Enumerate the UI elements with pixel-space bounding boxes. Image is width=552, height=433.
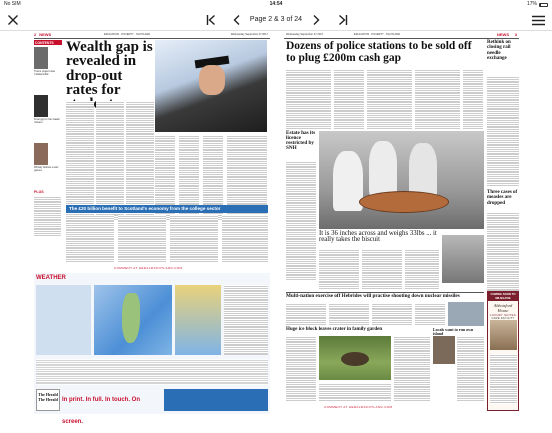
ad-facility: CARE FACILITY (491, 317, 515, 320)
locals-headline: Locals want to run own island (433, 327, 474, 336)
sidebar-headline-1: Rethink on closing rail needle exchange (487, 40, 511, 61)
crater-shape (341, 352, 369, 366)
battery-icon (539, 3, 548, 7)
estate-text (286, 161, 316, 281)
clock: 14:54 (269, 1, 283, 7)
estate-headline: Estate has its licence restricted by SNH (286, 130, 316, 151)
contents-column (34, 40, 62, 250)
sidebar-headline-2: Three cases of measles are dropped (487, 190, 518, 206)
graduation-photo (155, 40, 267, 132)
ad-subtitle: LUXURY SUITES (489, 313, 517, 317)
crater-text-3 (319, 383, 391, 401)
contents-item-3: Whisky fellows music games (34, 166, 59, 172)
giant-biscuit-photo (319, 131, 484, 229)
missile-text-1 (286, 303, 326, 325)
page-indicator: Page 2 & 3 of 24 (249, 16, 303, 23)
ad-photo (490, 320, 517, 350)
college-banner: The £20 billion benefit to Scotland's economy from the college sector (66, 205, 268, 213)
body-text-column-2 (96, 101, 124, 221)
contents-label: CONTENTS (34, 40, 62, 45)
police-headline: Dozens of police stations to be sold off to plug £200m cash gap (286, 40, 472, 65)
plus-list (34, 196, 61, 236)
battery-percent: 17% (526, 1, 537, 7)
ad-name: Abbotsford House (493, 303, 513, 313)
masthead-strap-left: EDUCATION · POVERTY · SCOTLAND (104, 33, 151, 36)
missile-text-2 (329, 303, 369, 325)
ad-banner: COMING SOON TO MILNGAVIE (488, 292, 518, 301)
crater-photo (319, 336, 391, 380)
reader-toolbar (0, 9, 552, 31)
close-icon[interactable] (5, 12, 21, 28)
chef-figure-2 (369, 141, 397, 196)
police-text-5 (463, 69, 483, 129)
crater-text-2 (394, 336, 430, 401)
crater-text-1 (286, 336, 316, 401)
biscuit-text-3 (405, 249, 439, 289)
locals-photo (433, 336, 455, 364)
right-sidebar (487, 40, 519, 300)
banner-text-3 (170, 215, 218, 263)
missile-headline: Multi-nation exercise off Hebrides will practise shooting down nuclear missiles (286, 293, 460, 299)
status-bar (0, 0, 552, 9)
header-rule-right (284, 38, 519, 39)
weather-label: WEATHER (36, 275, 66, 281)
biscuit-text-2 (362, 249, 402, 289)
left-newspaper-page[interactable] (34, 31, 270, 425)
masthead-strap-right: EDUCATION · POVERTY · SCOTLAND (354, 33, 401, 36)
promo-panel (164, 389, 268, 411)
weather-table (224, 285, 268, 355)
giant-biscuit-shape (359, 191, 449, 213)
section-label-right: NEWS (497, 32, 509, 37)
dateline-left: Wednesday September 27 2017 (230, 33, 268, 36)
face-shape (199, 65, 225, 95)
banner-text-4 (222, 215, 268, 263)
biscuit-text-1 (319, 249, 359, 289)
missile-text-3 (372, 303, 412, 325)
page-number-right: 3 (514, 32, 517, 37)
uk-land-shape (122, 293, 140, 343)
locals-text (457, 336, 484, 401)
weather-map-uk (94, 285, 172, 355)
banner-text-2 (118, 215, 166, 263)
contents-photo-1 (34, 47, 48, 69)
police-text-4 (415, 69, 460, 129)
status-right (527, 0, 548, 9)
contents-item-1: Trains project was 'indefensible' (34, 70, 55, 76)
weather-forecast-panel (36, 285, 91, 355)
menu-icon[interactable] (530, 12, 546, 28)
plus-label: PLUS (34, 190, 44, 194)
herald-logo: The Herald The Herald (36, 389, 60, 411)
ad-text (490, 354, 517, 404)
weather-section (34, 273, 270, 425)
banner-text-1 (66, 215, 114, 263)
lead-headline: Wealth gap is revealed in drop-out rates for (66, 39, 153, 98)
last-page-icon[interactable] (335, 12, 351, 28)
sidebar-text-2 (487, 212, 519, 292)
police-text-3 (367, 69, 412, 129)
contents-photo-2 (34, 95, 48, 117)
police-text-1 (286, 69, 331, 129)
left-footer: COMMENT AT HERALDSCOTLAND.COM (114, 266, 183, 270)
biscuit-caption: It is 36 inches across and weighs 33lbs ... it really takes the biscuit (319, 230, 437, 244)
battery-fill (540, 4, 541, 6)
missile-text-4 (415, 303, 445, 325)
biscuit-small-photo (442, 235, 484, 283)
body-text-column-1 (66, 101, 94, 221)
chef-figure-3 (409, 143, 437, 198)
next-page-icon[interactable] (308, 12, 324, 28)
body-text-column-3 (126, 101, 154, 221)
section-label-left: NEWS (39, 32, 52, 37)
right-newspaper-page[interactable] (284, 31, 519, 414)
abbotsford-advert[interactable] (487, 291, 519, 411)
weather-details (36, 359, 268, 385)
page-number-left: 2 (34, 32, 37, 37)
crater-headline: Huge ice block leaves crater in family garden (286, 327, 383, 332)
first-page-icon[interactable] (203, 12, 219, 28)
weather-map-europe (175, 285, 221, 355)
right-footer: COMMENT AT HERALDSCOTLAND.COM (324, 405, 393, 409)
missile-photo (448, 302, 484, 326)
carrier-label: No SIM (4, 1, 21, 7)
contents-item-2: Final gig for the Gaelic rockers (34, 118, 60, 124)
sidebar-text-1 (487, 76, 519, 186)
police-text-2 (334, 69, 364, 129)
dateline-right: Wednesday September 27 2017 (286, 33, 324, 36)
contents-photo-3 (34, 143, 48, 165)
promo-text: In print. In full. In touch. On screen. (62, 397, 140, 425)
